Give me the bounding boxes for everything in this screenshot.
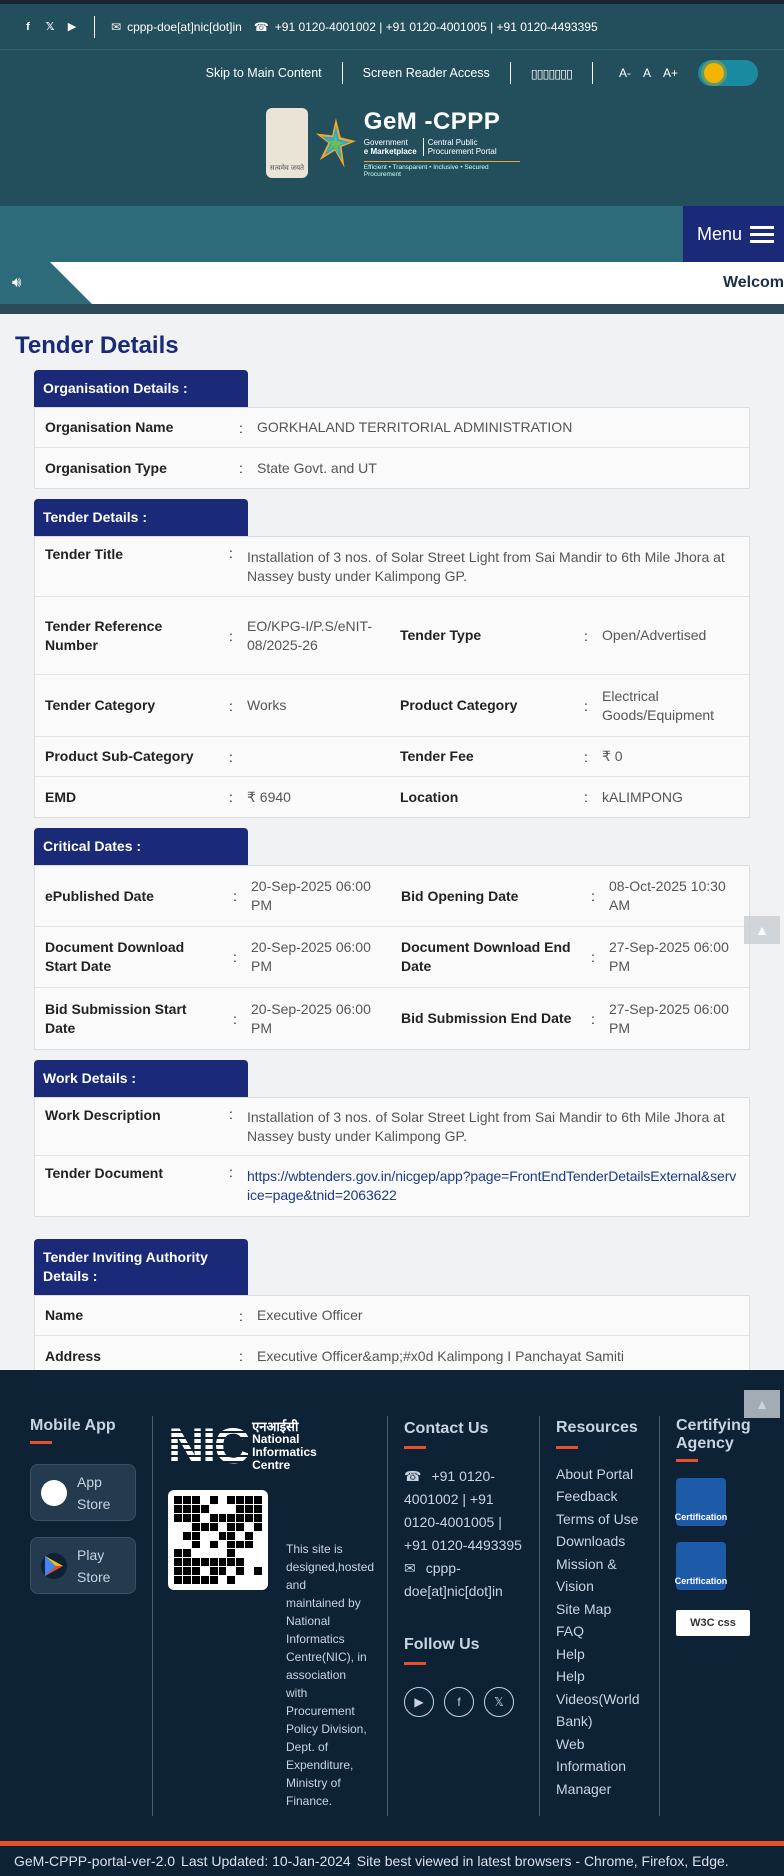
phone-icon: ☎ [404,1468,422,1484]
colon: : [239,1307,243,1324]
colon: : [591,949,595,965]
footer-heading: Certifying Agency [676,1417,751,1452]
qr-module [201,1496,209,1504]
tender-document-link[interactable]: https://wbtenders.gov.in/nicgep/app?page=FrontEndTenderDetailsExternal&service=page&tnid=2063622 [247,1168,737,1203]
app-store-label: App Store [77,1473,111,1512]
logo-text [364,108,520,178]
authority-name-value: Executive Officer [257,1307,363,1323]
tender-title-value: Installation of 3 nos. of Solar Street Light from Sai Mandir to 6th Mile Jhora at Nassey busty under Kalimpong GP. [247,548,725,584]
qr-module [245,1523,253,1531]
nic-letters: NIC [168,1418,249,1474]
qr-module [236,1576,244,1584]
qr-module [219,1558,227,1566]
facebook-icon[interactable]: f [444,1687,474,1717]
qr-module [236,1505,244,1513]
nic-logo[interactable] [168,1420,368,1472]
table-row [35,675,749,737]
divider [94,16,95,38]
logo-line: e Marketplace [363,147,417,156]
qr-module [219,1541,227,1549]
qr-module [227,1514,235,1522]
qr-module [174,1541,182,1549]
product-category-value: Electrical Goods/Equipment [602,687,715,723]
colon: : [591,888,595,904]
heading-underline [556,1446,578,1449]
qr-module [183,1549,191,1557]
field-label: Organisation Type [45,459,167,476]
qr-module [210,1523,218,1531]
qr-module [227,1549,235,1557]
field-label: Product Sub-Category [45,748,194,764]
nic-name-line: National [252,1432,300,1446]
qr-module [201,1558,209,1566]
qr-module [201,1532,209,1540]
resources-column [556,1417,656,1800]
emd-value: ₹ 6940 [247,788,291,805]
qr-module [236,1558,244,1566]
certifying-agency-column [676,1417,776,1636]
qr-module [174,1567,182,1575]
organisation-name-value: GORKHALAND TERRITORIAL ADMINISTRATION [257,419,573,435]
qr-module [210,1514,218,1522]
field-label: Tender Title [45,546,124,562]
section-heading-tender: Tender Details : [34,499,248,536]
font-increase-button[interactable]: A+ [662,66,678,80]
resource-link[interactable]: Mission & Vision [556,1555,617,1594]
qr-module [236,1514,244,1522]
resource-link[interactable]: FAQ [556,1623,585,1639]
authority-details-table [34,1295,750,1377]
qr-module [183,1532,191,1540]
footer-heading: Mobile App [30,1417,116,1434]
contact-phones [404,1465,524,1557]
page-title: Tender Details [15,332,179,359]
qr-module [192,1541,200,1549]
table-row [35,597,749,675]
colon: : [233,949,237,965]
qr-module [192,1532,200,1540]
nic-name-line: Informatics [252,1445,317,1459]
authority-address-value: Executive Officer&amp;#x0d Kalimpong I Panchayat Samiti [257,1347,625,1364]
epublished-date-value: 20-Sep-2025 06:00 PM [251,878,371,913]
qr-module [192,1549,200,1557]
qr-module [254,1558,262,1566]
footer-bottom-strip [0,1841,784,1876]
qr-module [174,1514,182,1522]
sun-icon [704,63,724,83]
field-label: Bid Submission End Date [401,1010,572,1026]
browser-notice: Site best viewed in latest browsers - Chrome, Firefox, Edge. [356,1853,729,1869]
field-label: Tender Reference Number [45,617,163,653]
field-label: Product Category [400,697,518,713]
colon: : [229,1164,233,1180]
logo-tagline: Efficient • Transparent • Inclusive • Secured Procurement [364,161,520,178]
announcement-ticker [0,262,784,314]
qr-module [227,1558,235,1566]
qr-module [245,1496,253,1504]
facebook-icon[interactable]: f [26,20,30,33]
qr-module [254,1496,262,1504]
critical-dates-table [34,865,750,1050]
badge-label: Certification [674,1576,728,1586]
site-footer [0,1370,784,1876]
contact-email-text: cppp-doe[at]nic[dot]in [404,1560,503,1599]
chevron-up-icon: ▲ [755,1396,769,1412]
portal-version: GeM-CPPP-portal-ver-2.0 [14,1853,176,1869]
qr-module [201,1549,209,1557]
qr-module [219,1514,227,1522]
qr-module [192,1567,200,1575]
table-row [35,408,749,448]
menu-button[interactable] [683,206,784,262]
download-start-date-value: 20-Sep-2025 06:00 PM [251,939,371,974]
qr-module [254,1576,262,1584]
tender-details-table [34,536,750,818]
top-bar [0,4,784,50]
qr-module [192,1558,200,1566]
qr-module [210,1567,218,1575]
field-label: Document Download Start Date [45,939,185,974]
qr-module [236,1532,244,1540]
header-email[interactable]: cppp-doe[at]nic[dot]in [127,19,242,34]
nic-name [252,1420,317,1472]
heading-underline [676,1459,698,1462]
section-heading-authority: Tender Inviting Authority Details : [34,1239,248,1295]
qr-module [236,1523,244,1531]
qr-module [183,1567,191,1575]
qr-module [227,1532,235,1540]
qr-module [254,1514,262,1522]
footer-heading: Follow Us [404,1636,480,1653]
qr-module [254,1541,262,1549]
qr-module [245,1567,253,1575]
contact-line [111,20,598,34]
footer-heading: Resources [556,1419,638,1436]
qr-module [236,1549,244,1557]
qr-module [174,1532,182,1540]
table-row [35,1156,749,1216]
qr-module [245,1514,253,1522]
field-label: Bid Opening Date [401,887,519,904]
colon: : [229,545,233,561]
national-emblem-icon [266,108,308,178]
colon: : [233,888,237,904]
qr-module [219,1523,227,1531]
tender-fee-value: ₹ 0 [602,748,623,764]
youtube-icon[interactable]: ▶ [404,1687,434,1717]
section-heading-work: Work Details : [34,1060,248,1097]
logo-title: GeM -CPPP [363,108,501,135]
divider [387,1416,388,1816]
colon: : [239,1348,243,1364]
qr-module [210,1558,218,1566]
qr-module [210,1549,218,1557]
emblem-caption: सत्यमेव जयते [269,164,305,172]
menu-label: Menu [697,223,743,244]
qr-module [210,1505,218,1513]
divider [539,1416,540,1816]
qr-module [227,1523,235,1531]
work-description-value: Installation of 3 nos. of Solar Street Light from Sai Mandir to 6th Mile Jhora at Nassey busty under Kalimpong GP. [247,1108,725,1144]
footer-heading: Contact Us [404,1420,489,1437]
submission-end-date-value: 27-Sep-2025 06:00 PM [609,1000,729,1036]
table-row [35,1098,749,1156]
resource-link[interactable]: Terms of Use [556,1510,639,1527]
qr-module [254,1532,262,1540]
scroll-to-top-button[interactable] [744,916,780,944]
logo-line: Procurement Portal [427,147,497,156]
scroll-to-top-button[interactable] [744,1390,780,1418]
chevron-up-icon: ▲ [755,922,769,938]
hamburger-icon [750,226,774,243]
tender-reference-value: EO/KPG-I/P.S/eNIT-08/2025-26 [247,617,373,653]
resource-link[interactable]: Downloads [556,1533,626,1549]
qr-module [245,1541,253,1549]
qr-module [183,1541,191,1549]
stqc-certification-badge[interactable] [676,1478,726,1526]
field-label: Work Description [45,1107,161,1123]
field-label: Bid Submission Start Date [45,1000,187,1036]
colon: : [239,460,243,476]
accessibility-bar [0,50,784,96]
skip-to-main-link[interactable]: Skip to Main Content [205,66,322,80]
field-label: Tender Type [400,627,482,643]
tender-type-value: Open/Advertised [602,627,707,643]
logo-line: Government [363,138,408,147]
qr-module [227,1576,235,1584]
table-row [35,1296,749,1336]
colon: : [584,789,588,805]
x-twitter-icon[interactable]: 𝕏 [484,1687,514,1717]
qr-module [201,1567,209,1575]
qr-module [174,1576,182,1584]
qr-module [210,1496,218,1504]
qr-module [227,1505,235,1513]
qr-module [236,1541,244,1549]
contact-email[interactable] [404,1557,524,1603]
qr-module [192,1496,200,1504]
nic-column [168,1418,375,1808]
google-play-icon [41,1553,67,1579]
qr-module [227,1567,235,1575]
qr-module [192,1505,200,1513]
qr-module [201,1514,209,1522]
table-row [35,988,749,1049]
app-store-button[interactable] [30,1464,136,1521]
last-updated: Last Updated: 10-Jan-2024 [181,1853,351,1869]
language-switch[interactable]: ▯▯▯▯▯▯▯ [530,66,572,81]
qr-module [210,1541,218,1549]
logo-line: Central Public [427,138,478,147]
field-label: Tender Document [45,1165,163,1181]
field-label: ePublished Date [45,887,154,904]
qr-module [236,1567,244,1575]
qr-module [219,1549,227,1557]
qr-module [192,1523,200,1531]
table-row [35,737,749,777]
font-size-controls [593,66,694,80]
colon: : [229,627,233,644]
qr-module [192,1514,200,1522]
colon: : [584,697,588,714]
colon: : [239,419,243,436]
qr-module [174,1496,182,1504]
colon: : [229,748,233,765]
field-label: Tender Fee [400,748,474,764]
qr-module [210,1576,218,1584]
qr-module [219,1576,227,1584]
site-header [0,0,784,206]
qr-module [183,1523,191,1531]
qr-module [183,1576,191,1584]
section-heading-organisation: Organisation Details : [34,370,248,407]
mail-icon: ✉ [111,19,122,34]
qr-module [254,1505,262,1513]
qr-module [245,1532,253,1540]
colon: : [229,789,233,805]
qr-module [245,1558,253,1566]
qr-module [201,1576,209,1584]
qr-module [183,1514,191,1522]
qr-module [245,1505,253,1513]
contact-column [404,1417,524,1717]
organisation-type-value: State Govt. and UT [257,459,377,476]
gem-cppp-logo[interactable] [266,104,520,182]
divider [152,1416,153,1816]
badge-label: W3C css [690,1617,736,1629]
table-row [35,448,749,488]
screen-reader-link[interactable]: Screen Reader Access [362,66,490,80]
colon: : [591,1010,595,1027]
colon: : [233,1010,237,1027]
main-content [0,314,784,1389]
social-links [22,21,78,33]
field-label: Address [45,1347,102,1364]
resource-link[interactable]: Help Videos(World Bank) [556,1668,640,1729]
qr-module [174,1523,182,1531]
gem-star-icon [314,115,358,171]
table-row [35,777,749,817]
resource-link[interactable]: Feedback [556,1488,618,1504]
contact-phones-text: +91 0120-4001002 | +91 0120-4001005 | +91 0120-4493395 [404,1468,522,1553]
nic-name-line: Centre [252,1458,291,1472]
resource-link[interactable]: About Portal [556,1465,634,1482]
nav-bar [0,206,784,262]
qr-module [254,1567,262,1575]
phone-icon: ☎ [253,19,269,34]
font-decrease-button[interactable]: A- [618,66,631,80]
organisation-details-table [34,407,750,489]
field-label: Organisation Name [45,419,174,435]
logo-subtitle [364,138,520,156]
follow-icons [404,1687,524,1717]
apple-icon [41,1480,67,1506]
play-store-label: Play Store [77,1546,111,1585]
mail-icon: ✉ [404,1560,416,1576]
qr-module [174,1505,182,1513]
table-row [35,537,749,597]
qr-module [201,1505,209,1513]
x-twitter-icon[interactable]: 𝕏 [45,21,55,33]
qr-module [219,1567,227,1575]
field-label: EMD [45,788,77,805]
youtube-icon[interactable]: ▶ [67,21,77,33]
resource-link[interactable]: Site Map [556,1600,612,1617]
stqc-certification-badge[interactable] [676,1542,726,1590]
qr-module [219,1496,227,1504]
qr-module [219,1505,227,1513]
heading-underline [404,1446,426,1449]
tender-category-value: Works [247,697,287,713]
qr-module [245,1549,253,1557]
font-normal-button[interactable]: A [642,66,651,80]
qr-module [174,1549,182,1557]
qr-module [245,1576,253,1584]
resource-link[interactable]: Help [556,1645,585,1662]
field-label: Document Download End Date [401,939,571,974]
heading-underline [404,1662,426,1665]
resources-list [556,1463,656,1801]
qr-module [183,1496,191,1504]
theme-toggle[interactable] [698,60,758,86]
badge-label: Certification [674,1512,728,1522]
header-phones: +91 0120-4001002 | +91 0120-4001005 | +91 0120-4493395 [274,19,598,34]
speaker-icon[interactable]: 🔊︎ [12,274,22,291]
qr-module [183,1505,191,1513]
qr-module [219,1532,227,1540]
product-subcategory-value [237,749,390,765]
table-row [35,927,749,988]
work-details-table [34,1097,750,1217]
qr-module [254,1523,262,1531]
resource-link[interactable]: Web Information Manager [556,1735,627,1797]
qr-module [174,1558,182,1566]
qr-code [168,1490,268,1590]
heading-underline [30,1441,52,1444]
nic-description: This site is designed,hosted and maintained by National Informatics Centre(NIC), in association with Procurement Policy Division, Dept. of Expenditure, Ministry of Finance. [286,1542,375,1808]
table-row [35,866,749,927]
qr-module [192,1576,200,1584]
qr-module [201,1541,209,1549]
colon: : [584,627,588,644]
qr-module [183,1558,191,1566]
divider [659,1416,660,1816]
bid-opening-date-value: 08-Oct-2025 10:30 AM [609,878,726,913]
qr-module [254,1549,262,1557]
qr-module [236,1496,244,1504]
field-label: Name [45,1307,84,1323]
section-heading-critical-dates: Critical Dates : [34,828,248,865]
qr-module [201,1523,209,1531]
qr-module [210,1532,218,1540]
field-label: Location [400,788,459,805]
colon: : [584,748,588,765]
submission-start-date-value: 20-Sep-2025 06:00 PM [251,1000,371,1036]
ticker-text[interactable]: Welcom [722,274,784,291]
colon: : [229,697,233,714]
colon: : [229,1106,233,1122]
mobile-app-column [30,1417,136,1594]
w3c-css-badge[interactable] [676,1610,750,1636]
qr-module [227,1496,235,1504]
location-value: kALIMPONG [602,788,683,805]
qr-module [227,1541,235,1549]
download-end-date-value: 27-Sep-2025 06:00 PM [609,939,729,974]
play-store-button[interactable] [30,1537,136,1594]
nic-hindi: एनआईसी [252,1419,299,1434]
field-label: Tender Category [45,697,156,713]
